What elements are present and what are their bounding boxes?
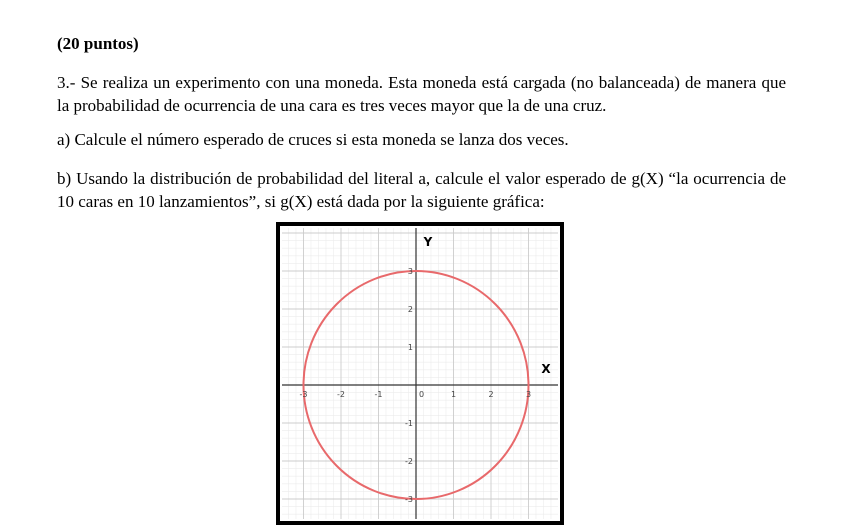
x-tick-label: -2 bbox=[337, 390, 345, 399]
part-b-text: b) Usando la distribución de probabilidad del literal a, calcule el valor esperado de g(X) “la ocurrencia de 10 caras en 10 lanzamientos”, si g(X) está dada por la siguiente gráfica: bbox=[57, 169, 786, 211]
y-tick-label: 1 bbox=[407, 343, 413, 352]
x-tick-label: 0 bbox=[419, 390, 425, 399]
graph-figure bbox=[276, 222, 564, 525]
x-tick-label: -1 bbox=[374, 390, 383, 399]
part-a-text: a) Calcule el número esperado de cruces si esta moneda se lanza dos veces. bbox=[57, 130, 569, 149]
y-axis-label: Y bbox=[423, 235, 433, 249]
x-tick-label: -3 bbox=[299, 390, 308, 399]
y-tick-label: 3 bbox=[407, 267, 413, 276]
graph-svg bbox=[280, 226, 560, 521]
y-tick-label: -1 bbox=[405, 419, 413, 428]
y-tick-label: -3 bbox=[405, 495, 413, 504]
question-text: 3.- Se realiza un experimento con una moneda. Esta moneda está cargada (no balanceada) de manera que la probabilidad de ocurrencia de una cara es tres veces mayor que la de una cruz. bbox=[57, 73, 786, 115]
x-tick-label: 3 bbox=[525, 390, 532, 399]
x-tick-label: 2 bbox=[488, 390, 494, 399]
x-axis-label: X bbox=[541, 362, 551, 376]
points-label: (20 puntos) bbox=[57, 34, 139, 53]
y-tick-label: 2 bbox=[407, 305, 413, 314]
x-tick-label: 1 bbox=[450, 390, 457, 399]
y-tick-label: -2 bbox=[405, 457, 413, 466]
